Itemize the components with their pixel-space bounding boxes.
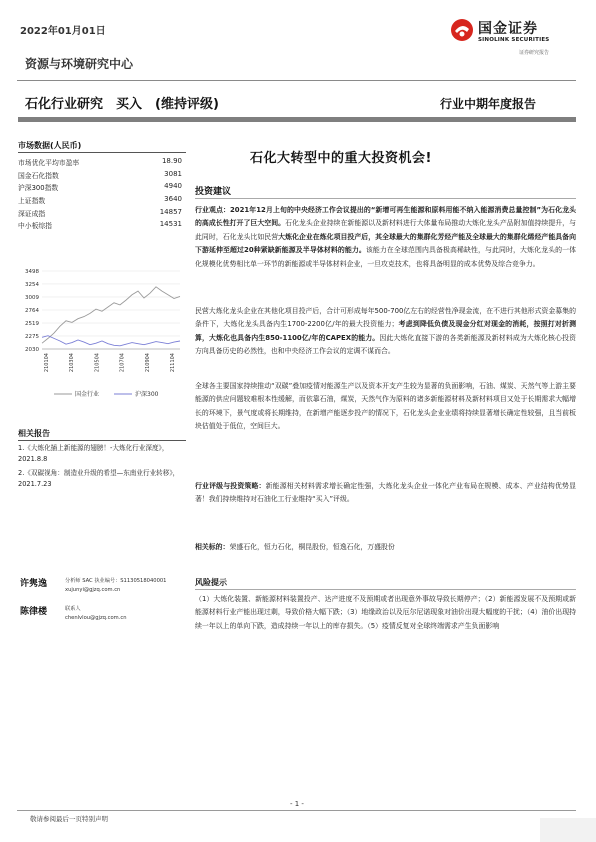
page-number: - 1 - bbox=[290, 800, 304, 808]
related-report-item[interactable]: 1.《大炼化插上新能源的翅膀！-大炼化行业深度》，2021.8.8 bbox=[18, 444, 169, 463]
y-tick-label: 2519 bbox=[25, 321, 39, 328]
text-run: 荣盛石化，恒力石化，桐昆股份，恒逸石化，万盛股份 bbox=[229, 543, 395, 551]
report-type-label: 行业中期年度报告 bbox=[440, 97, 537, 111]
market-row bbox=[18, 220, 186, 233]
market-data-title: 市场数据(人民币) bbox=[18, 140, 186, 153]
related-report-item[interactable]: 2.《双碳视角：制造业升级的希望—东南业行业转移》，2021.7.23 bbox=[18, 469, 180, 488]
y-tick-label: 3009 bbox=[25, 294, 39, 301]
invest-advice-divider bbox=[195, 198, 576, 199]
market-row bbox=[18, 182, 186, 195]
analyst-license: 分析师 SAC 执业编号：S1130518040001 bbox=[65, 578, 167, 584]
research-center-name: 资源与环境研究中心 bbox=[25, 57, 134, 71]
related-reports-title: 相关报告 bbox=[18, 428, 186, 441]
report-main-title: 石化大转型中的重大投资机会! bbox=[250, 151, 432, 166]
invest-advice-heading: 投资建议 bbox=[195, 187, 232, 197]
paragraph-related-stocks bbox=[195, 541, 576, 554]
market-row bbox=[18, 157, 186, 170]
risk-heading: 风险提示 bbox=[195, 578, 227, 587]
analyst-email[interactable]: chenlvlou@gjzq.com.cn bbox=[65, 615, 127, 621]
market-row-value: 14857 bbox=[159, 207, 182, 216]
y-tick-label: 3498 bbox=[25, 269, 39, 275]
y-tick-label: 3254 bbox=[25, 281, 39, 288]
market-row bbox=[18, 170, 186, 183]
paragraph-global-energy bbox=[195, 380, 576, 434]
market-row-value: 3081 bbox=[164, 169, 182, 178]
series-line-0 bbox=[42, 287, 180, 343]
text-run: 该能力在全球范围内具备极高稀缺性，与此同时，大炼化龙头的一体化规模化优势相比单一环节的新能源或半导体材料企业，一旦攻克技术，也将具备明显的成本优势及综合竞争力。 bbox=[195, 246, 577, 268]
text-run: 民营大炼化龙头企业在其他化项目投产后，合计可形成每年500-700亿左右的经营性净现金流，在不进行其他形式资金募集的条件下，大炼化龙头具备内生1700-2200亿/年的最大投资能力； bbox=[195, 307, 576, 329]
x-tick-label: 211104 bbox=[170, 353, 176, 373]
analyst-info bbox=[65, 605, 127, 623]
risk-paragraph: （1）大炼化装置、新能源材料装置投产、达产进度不及预期或者出现意外事故导致长期停产；（2）新能源发展不及预期或新能源材料行业产能出现过剩，导致价格大幅下跌；（3）地缘政治以及厄尔尼诺现象对油价出现大幅度的干扰；（4）油价出现持续一年以上的单向下跌，造成持续一年以上的库存损失。（5）疫情反复对全球终端需求产生负面影响 bbox=[195, 595, 576, 630]
logo-subtitle: 证券研究报告 bbox=[519, 50, 550, 56]
text-run: 行业观点：2021年12月上旬的中央经济工作会议提出的“新增可再生能源和原料用能不纳入能源消费总量控制”为石化龙头的高成长性打开了巨大空间。 bbox=[195, 206, 576, 228]
footer-divider bbox=[17, 810, 576, 811]
header-bar bbox=[18, 117, 576, 122]
corner-decoration bbox=[540, 818, 596, 842]
market-row-value: 14531 bbox=[159, 220, 182, 229]
market-row-label: 沪深300指数 bbox=[18, 184, 59, 193]
x-tick-label: 210504 bbox=[94, 353, 101, 373]
risk-divider bbox=[195, 589, 576, 590]
paragraph-industry-view bbox=[195, 204, 576, 271]
report-date: 2022年01月01日 bbox=[20, 26, 106, 37]
analyst-name: 陈律楼 bbox=[20, 607, 48, 617]
text-run: 因此大炼化直接下游的各类新能源及新材料成为大炼化核心投资方向具备历史的必然性，也和中央经济工作会议的定调不谋而合。 bbox=[195, 333, 576, 356]
x-tick-label: 210704 bbox=[119, 353, 126, 373]
x-tick-label: 210904 bbox=[144, 353, 151, 373]
text-run: 行业评级与投资策略： bbox=[195, 482, 266, 490]
text-run: 考虑到降低负债及现金分红对现金的消耗，按照打对折测算，大炼化也具备内生850-1100亿/年的CAPEX的能力。 bbox=[195, 320, 576, 342]
logo-en-text: SINOLINK SECURITIES bbox=[478, 37, 550, 43]
series-line-1 bbox=[42, 336, 180, 346]
logo-cn-text: 国金证券 bbox=[478, 21, 538, 37]
analyst-info bbox=[65, 577, 166, 595]
header-divider bbox=[17, 80, 576, 81]
index-line-chart bbox=[18, 266, 186, 406]
company-logo bbox=[450, 16, 570, 56]
market-row-label: 上证指数 bbox=[18, 197, 46, 206]
y-tick-label: 2764 bbox=[25, 308, 39, 314]
market-row bbox=[18, 195, 186, 208]
logo-mark-icon bbox=[450, 18, 474, 42]
text-run: 新能源相关材料需求增长确定性强，大炼化龙头企业一体化产业布局在规模、成本、产业结构优势显著！我们持续维持对石油化工行业维持“买入”评级。 bbox=[195, 482, 577, 504]
y-tick-label: 2030 bbox=[25, 347, 39, 353]
market-data-panel bbox=[18, 140, 186, 233]
x-tick-label: 210304 bbox=[69, 353, 76, 373]
market-row-value: 4940 bbox=[164, 182, 182, 191]
paragraph-cashflow bbox=[195, 305, 576, 359]
analyst-name: 许隽逸 bbox=[20, 579, 48, 589]
text-run: 大炼化企业在炼化项目投产后，其全球最大的集群化芳烃产能及全球最大的集群化烯烃产能具备向下游延伸至超过20种紧缺新能源及半导体材料的能力。 bbox=[195, 232, 577, 255]
market-row-value: 3640 bbox=[164, 195, 182, 204]
market-row-label: 市场优化平均市盈率 bbox=[18, 159, 80, 167]
market-row-label: 深证成指 bbox=[18, 209, 46, 218]
market-row-label: 中小板综指 bbox=[18, 222, 52, 231]
legend-label: 沪深300 bbox=[135, 391, 159, 398]
text-run: 全球各主要国家持续推动“双碳”叠加疫情对能源生产以及资本开支产生较为显著的负面影响，石油、煤炭、天然气等上游主要能源的供应问题较难根本性缓解，而依靠石油，煤炭，天然气作为原料的诸多新能源材料及新材料项目又处于长期需求大幅增长的环境下，景气度或将长期维持，在新增产能逐步投产的情况下，石化龙头企业业绩将持续显著增长确定性较强，且当前板块估值处于低位，空间巨大。 bbox=[195, 382, 576, 431]
analyst-email[interactable]: xujunyi@gjzq.com.cn bbox=[65, 587, 121, 593]
x-tick-label: 210104 bbox=[44, 353, 50, 373]
y-tick-label: 2275 bbox=[25, 333, 39, 340]
market-row bbox=[18, 208, 186, 221]
industry-rating-title: 石化行业研究 买入 (维持评级) bbox=[25, 97, 219, 112]
market-row-label: 国金石化指数 bbox=[18, 171, 59, 180]
text-run: 相关标的： bbox=[195, 543, 230, 551]
paragraph-rating-strategy bbox=[195, 480, 576, 507]
legend-label: 国金行业 bbox=[75, 391, 100, 398]
disclaimer-note: 敬请参阅最后一页特别声明 bbox=[30, 815, 108, 823]
text-run: 石化龙头企业持续在新能源以及新材料进行大体量布局推动大炼化龙头产品附加值持续提升，与此同时，石化龙头比如民营 bbox=[195, 219, 576, 241]
analyst-role: 联系人 bbox=[65, 606, 81, 612]
related-reports-panel bbox=[18, 428, 186, 441]
market-row-value: 18.90 bbox=[161, 157, 182, 165]
